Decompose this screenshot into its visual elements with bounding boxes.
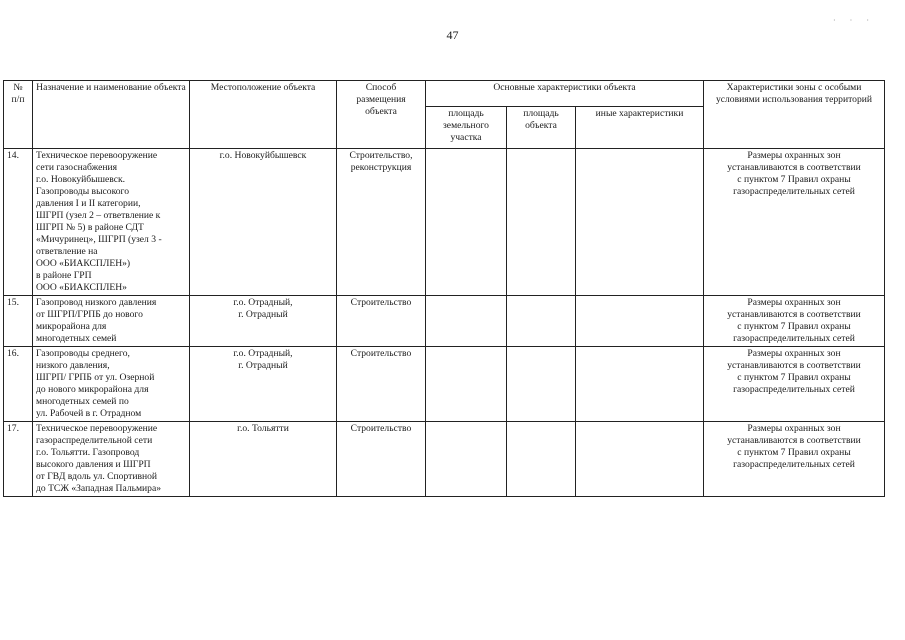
row-name: Газопровод низкого давления от ШГРП/ГРПБ до нового микрорайона для многодетных семей bbox=[33, 296, 190, 347]
row-method: Строительство bbox=[337, 422, 426, 497]
header-method: Способ размещения объекта bbox=[337, 81, 426, 149]
scan-specks: · · · bbox=[833, 16, 875, 25]
page-number: 47 bbox=[446, 28, 459, 42]
row-land-area bbox=[426, 422, 507, 497]
row-other bbox=[576, 149, 704, 296]
header-num: № п/п bbox=[4, 81, 33, 149]
header-zone-characteristics: Характеристики зоны с особыми условиями использования территорий bbox=[704, 81, 885, 149]
row-object-area bbox=[507, 149, 576, 296]
header-other-characteristics: иные характеристики bbox=[576, 107, 704, 149]
row-name: Техническое перевооружение газораспределительной сети г.о. Тольятти. Газопровод высокого давления и ШГРП от ГВД вдоль ул. Спортивной до ТСЖ «Западная Пальмира» bbox=[33, 422, 190, 497]
row-location: г.о. Тольятти bbox=[190, 422, 337, 497]
header-land-area: площадь земельного участка bbox=[426, 107, 507, 149]
row-zone: Размеры охранных зон устанавливаются в соответствии с пунктом 7 Правил охраны газораспределительных сетей bbox=[704, 296, 885, 347]
row-object-area bbox=[507, 296, 576, 347]
row-other bbox=[576, 347, 704, 422]
row-land-area bbox=[426, 347, 507, 422]
header-main-characteristics: Основные характеристики объекта bbox=[426, 81, 704, 107]
row-other bbox=[576, 422, 704, 497]
row-location: г.о. Отрадный, г. Отрадный bbox=[190, 347, 337, 422]
header-name: Назначение и наименование объекта bbox=[33, 81, 190, 149]
row-num: 16. bbox=[4, 347, 33, 422]
row-location: г.о. Отрадный, г. Отрадный bbox=[190, 296, 337, 347]
row-method: Строительство bbox=[337, 296, 426, 347]
row-num: 15. bbox=[4, 296, 33, 347]
row-method: Строительство bbox=[337, 347, 426, 422]
row-num: 17. bbox=[4, 422, 33, 497]
row-object-area bbox=[507, 347, 576, 422]
row-zone: Размеры охранных зон устанавливаются в соответствии с пунктом 7 Правил охраны газораспределительных сетей bbox=[704, 347, 885, 422]
row-name: Газопроводы среднего, низкого давления, ШГРП/ ГРПБ от ул. Озерной до нового микрорайона для многодетных семей по ул. Рабочей в г. Отрадном bbox=[33, 347, 190, 422]
row-num: 14. bbox=[4, 149, 33, 296]
row-location: г.о. Новокуйбышевск bbox=[190, 149, 337, 296]
table-row bbox=[4, 347, 885, 422]
table-row bbox=[4, 296, 885, 347]
row-object-area bbox=[507, 422, 576, 497]
row-method: Строительство, реконструкция bbox=[337, 149, 426, 296]
table-header-row bbox=[4, 81, 885, 107]
row-other bbox=[576, 296, 704, 347]
header-object-area: площадь объекта bbox=[507, 107, 576, 149]
row-land-area bbox=[426, 296, 507, 347]
row-zone: Размеры охранных зон устанавливаются в соответствии с пунктом 7 Правил охраны газораспределительных сетей bbox=[704, 149, 885, 296]
table-row bbox=[4, 149, 885, 296]
row-zone: Размеры охранных зон устанавливаются в соответствии с пунктом 7 Правил охраны газораспределительных сетей bbox=[704, 422, 885, 497]
row-name: Техническое перевооружение сети газоснабжения г.о. Новокуйбышевск. Газопроводы высокого давления I и II категории, ШГРП (узел 2 – ответвление к ШГРП № 5) в районе СДТ «Мичуринец», ШГРП (узел 3 - ответвление на ООО «БИАКСПЛЕН») в районе ГРП ООО «БИАКСПЛЕН» bbox=[33, 149, 190, 296]
table-row bbox=[4, 422, 885, 497]
header-location: Местоположение объекта bbox=[190, 81, 337, 149]
row-land-area bbox=[426, 149, 507, 296]
objects-table bbox=[3, 80, 885, 497]
